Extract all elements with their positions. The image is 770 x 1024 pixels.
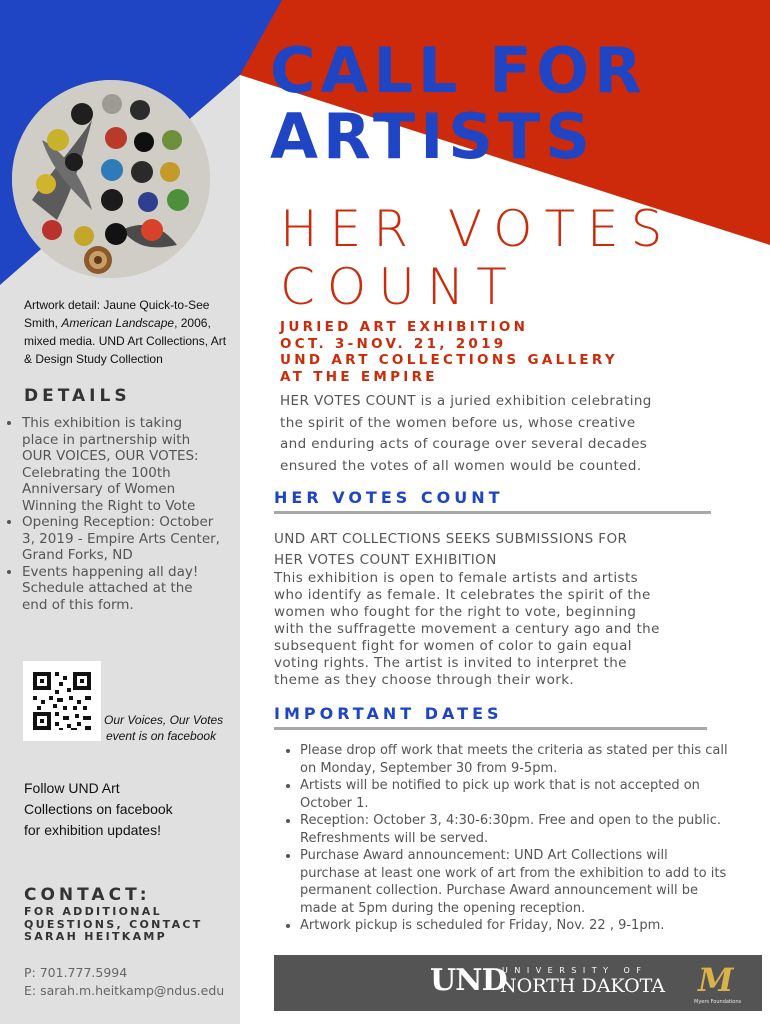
date-item: • Reception: October 3, 4:30-6:30pm. Free and open to the public. Refreshments will be served. bbox=[300, 812, 730, 847]
important-dates-list bbox=[280, 742, 730, 935]
artwork-image bbox=[12, 80, 210, 278]
submissions-heading: UND ART COLLECTIONS SEEKS SUBMISSIONS FOR HER VOTES COUNT EXHIBITION bbox=[274, 531, 628, 568]
myers-logo: M bbox=[698, 961, 734, 999]
qr-caption: Our Voices, Our Votes event is on facebook bbox=[104, 713, 224, 743]
her-votes-count-title: HER VOTES COUNT bbox=[280, 200, 675, 316]
follow-text: Follow UND Art Collections on facebook for exhibition updates! bbox=[24, 780, 173, 838]
date-item: • Artists will be notified to pick up work that is not accepted on October 1. bbox=[300, 777, 730, 812]
important-dates-heading: IMPORTANT DATES bbox=[274, 704, 503, 723]
date-item: • Please drop off work that meets the criteria as stated per this call on Monday, September 30 from 9-5pm. bbox=[300, 742, 730, 777]
qr-code[interactable] bbox=[23, 661, 101, 741]
call-for-artists-title: CALL FOR ARTISTS bbox=[270, 34, 647, 173]
section-divider bbox=[274, 727, 707, 730]
footer-logo-bar bbox=[274, 955, 762, 1011]
details-item: • Events happening all day! Schedule attached at the end of this form. bbox=[22, 564, 222, 614]
contact-email[interactable]: E: sarah.m.heitkamp@ndus.edu bbox=[24, 983, 225, 998]
exhibition-subtitle: JURIED ART EXHIBITION OCT. 3-NOV. 21, 2019 UND ART COLLECTIONS GALLERY AT THE EMPIRE bbox=[280, 319, 618, 385]
intro-paragraph: HER VOTES COUNT is a juried exhibition celebrating the spirit of the women before us, whose creative and enduring acts of courage over several decades ensured the votes of all women would be counted. bbox=[280, 393, 652, 474]
details-heading: DETAILS bbox=[24, 386, 131, 406]
und-logo: UND bbox=[430, 963, 507, 998]
details-list bbox=[0, 415, 222, 613]
section-divider bbox=[274, 511, 711, 514]
date-item: • Purchase Award announcement: UND Art Collections will purchase at least one work of art from the exhibition to add to its permanent collection. Purchase Award announcement will be made at 5pm during the opening reception. bbox=[300, 847, 730, 917]
myers-label: Myers Foundations bbox=[694, 999, 742, 1005]
exhibition-description: This exhibition is open to female artists and artists who identify as female. It celebrates the spirit of the women who fought for the right to vote, beginning with the suffragette movement a century ago and the subsequent fight for women of color to gain equal voting rights. The artist is invited to interpret the theme as they choose through their work. bbox=[274, 570, 660, 688]
details-item: • This exhibition is taking place in partnership with OUR VOICES, OUR VOTES: Celebrating the 100th Anniversary of Women Winning the Right to Vote bbox=[22, 415, 222, 514]
date-item: • Artwork pickup is scheduled for Friday, Nov. 22 , 9-1pm. bbox=[300, 917, 730, 935]
contact-phone: P: 701.777.5994 bbox=[24, 965, 128, 980]
contact-heading: CONTACT: bbox=[24, 885, 151, 905]
north-dakota-text: NORTH DAKOTA bbox=[500, 975, 666, 997]
contact-subtext: FOR ADDITIONAL QUESTIONS, CONTACT SARAH HEITKAMP bbox=[24, 905, 203, 943]
details-item: • Opening Reception: October 3, 2019 - Empire Arts Center, Grand Forks, ND bbox=[22, 514, 222, 564]
artwork-caption: Artwork detail: Jaune Quick-to-See Smith, American Landscape, 2006, mixed media. UND Art Collections, Art & Design Study Collection bbox=[24, 298, 227, 366]
artwork-title: American Landscape bbox=[61, 316, 175, 330]
her-votes-count-heading: HER VOTES COUNT bbox=[274, 488, 504, 507]
university-of-text: UNIVERSITY OF bbox=[502, 966, 648, 975]
